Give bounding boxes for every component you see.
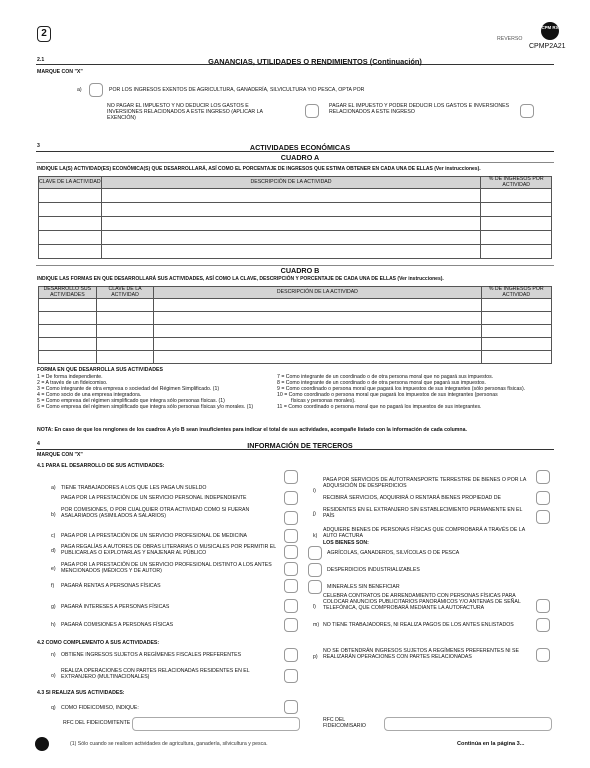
option-a-text: POR LOS INGRESOS EXENTOS DE AGRICULTURA, GANADERÍA, SILVICULTURA Y/O PESCA, OPTA POR [109, 87, 365, 93]
forma-title: FORMA EN QUE DESARROLLA SUS ACTIVIDADES [37, 367, 163, 373]
item-recibira-checkbox[interactable] [536, 491, 550, 505]
item-f-text: PAGARÁ RENTAS A PERSONAS FÍSICAS [61, 583, 161, 589]
col-descripcion: DESCRIPCIÓN DE LA ACTIVIDAD [101, 177, 481, 189]
option-pagar-text: PAGAR EL IMPUESTO Y PODER DEDUCIR LOS GASTOS E INVERSIONES RELACIONADOS A ESTE INGRESO [329, 103, 510, 115]
cuadro-b-instructions: INDIQUE LAS FORMAS EN QUE DESARROLLARÁ SUS ACTIVIDADES, ASÍ COMO LA CLAVE, DESCRIPCIÓN Y PORCENTAJE DE CADA UNA DE ELLAS (Ver instrucciones). [37, 276, 444, 282]
item-p-letter: p) [313, 654, 318, 660]
item-j-checkbox[interactable] [536, 510, 550, 524]
table-row [39, 312, 552, 325]
col-desarrollo: DESARROLLO SUS ACTIVIDADES [39, 287, 97, 299]
item-d-checkbox[interactable] [284, 545, 298, 559]
item-n-letter: n) [51, 652, 56, 658]
item-c-letter: c) [51, 533, 56, 539]
item-j-text: RESIDENTES EN EL EXTRANJERO SIN ESTABLECIMIENTO PERMANENTE EN EL PAÍS [323, 507, 523, 519]
item-n-text: OBTIENE INGRESOS SUJETOS A REGÍMENES FISCALES PREFERENTES [61, 652, 242, 658]
option-pagar-checkbox[interactable] [520, 104, 534, 118]
col-porcentaje: % DE INGRESOS POR ACTIVIDAD [481, 177, 552, 189]
desperdicios-checkbox[interactable] [308, 563, 322, 577]
item-e-checkbox[interactable] [284, 562, 298, 576]
minerales-text: MINERALES SIN BENEFICIAR [327, 584, 400, 590]
item-i-letter: i) [313, 488, 316, 494]
forma-item: 3 = Como integrante de otra empresa o sociedad del Régimen Simplificado. (1) [37, 386, 220, 392]
item-i-text: PAGA POR SERVICIOS DE AUTOTRANSPORTE TERRESTRE DE BIENES O POR LA ADQUISICIÓN DE DESPERDICIOS [323, 477, 527, 489]
item-i-checkbox[interactable] [536, 470, 550, 484]
page-number: 2 [37, 26, 51, 42]
rfc-fideicomisario-field[interactable] [384, 717, 552, 731]
cuadro-b-table [38, 286, 552, 364]
item-h-text: PAGARÁ COMISIONES A PERSONAS FÍSICAS [61, 622, 174, 628]
item-l-letter: l) [313, 604, 316, 610]
item-a-checkbox[interactable] [284, 470, 298, 484]
item-m-letter: m) [313, 622, 320, 628]
section-4-number: 4 [37, 441, 40, 447]
cuadro-b-title: CUADRO B [280, 266, 320, 275]
option-no-pagar-text: NO PAGAR EL IMPUESTO Y NO DEDUCIR LOS GASTOS E INVERSIONES RELACIONADOS A ESTE INGRESO (APLICAR LA EXENCIÓN) [107, 103, 263, 121]
table-row [39, 325, 552, 338]
item-p-checkbox[interactable] [536, 648, 550, 662]
nota-text: NOTA: En caso de que los renglones de los cuadros A y/o B sean insuficientes para indicar el total de sus actividades, acompañe listado con la información de cada columna. [37, 427, 467, 433]
item-k-letter: k) [313, 533, 318, 539]
item-b-letter: b) [51, 512, 56, 518]
item-q-text: COMO FIDEICOMISO, INDIQUE: [61, 705, 139, 711]
continua-label: Continúa en la página 3... [457, 741, 525, 747]
agricolas-text: AGRÍCOLAS, GANADEROS, SILVÍCOLAS O DE PESCA [327, 550, 460, 556]
forma-item: 8 = Como integrante de un coordinado o de otra persona moral que pagará sus impuestos. [277, 380, 486, 386]
item-p-text: NO SE OBTENDRÁN INGRESOS SUJETOS A REGÍMENES PREFERENTES NI SE REALIZARÁN OPERACIONES CON PARTES RELACIONADAS [323, 648, 519, 660]
item-b-checkbox[interactable] [284, 511, 298, 525]
reverso-label: REVERSO [497, 36, 523, 42]
table-row [39, 299, 552, 312]
section-4-title: INFORMACIÓN DE TERCEROS [247, 441, 353, 450]
item-a-text: TIENE TRABAJADORES A LOS QUE LES PAGA UN SUELDO [61, 485, 207, 491]
item-k-text: ADQUIERE BIENES DE PERSONAS FÍSICAS QUE COMPROBARÁ A TRAVÉS DE LA AUTO FACTURA [323, 527, 525, 539]
footnote: (1) Sólo cuando se realicen actividades de agricultura, ganadería, silvicultura y pesca. [70, 741, 268, 747]
agricolas-checkbox[interactable] [308, 546, 322, 560]
sat-logo: CPM RX [541, 22, 559, 40]
forma-item: físicas y personas morales). [291, 398, 356, 404]
forma-item: 1 = De forma independiente. [37, 374, 103, 380]
forma-list-left [37, 374, 253, 410]
option-a-letter: a) [77, 87, 82, 93]
minerales-checkbox[interactable] [308, 580, 322, 594]
section-4-1-title: 4.1 PARA EL DESARROLLO DE SUS ACTIVIDADES: [37, 463, 165, 469]
section-4-3-title: 4.3 SI REALIZA SUS ACTIVIDADES: [37, 690, 125, 696]
item-f-letter: f) [51, 583, 55, 589]
los-bienes-label: LOS BIENES SON: [323, 540, 369, 546]
item-g-letter: g) [51, 604, 56, 610]
table-row [39, 203, 552, 217]
item-e-letter: e) [51, 566, 56, 572]
cuadro-a-title: CUADRO A [280, 153, 320, 162]
cuadro-a-instructions: INDIQUE LA(S) ACTIVIDAD(ES) ECONÓMICA(S) QUE DESARROLLARÁ, ASÍ COMO EL PORCENTAJE DE INGRESOS QUE ESTIMA OBTENER EN CADA UNA DE ELLAS (Ver instrucciones). [37, 166, 481, 172]
item-servicio-personal-text: PAGA POR LA PRESTACIÓN DE UN SERVICIO PERSONAL INDEPENDIENTE [61, 495, 247, 501]
col-descripcion: DESCRIPCIÓN DE LA ACTIVIDAD [154, 287, 481, 299]
item-d-text: PAGA REGALÍAS A AUTORES DE OBRAS LITERARIAS O MUSICALES POR PERMITIR EL PUBLICARLAS O EXPLOTARLAS Y ENAJENAR AL PÚBLICO [61, 544, 276, 556]
marque-label: MARQUE CON "X" [37, 69, 83, 75]
item-m-text: NO TIENE TRABAJADORES, NI REALIZA PAGOS DE LOS ANTES ENLISTADOS [323, 622, 514, 628]
section-2-1-title: GANANCIAS, UTILIDADES O RENDIMIENTOS (Continuación) [208, 57, 422, 66]
item-a-letter: a) [51, 485, 56, 491]
item-o-text: REALIZA OPERACIONES CON PARTES RELACIONADAS RESIDENTES EN EL EXTRANJERO (MULTINACIONALES) [61, 668, 250, 680]
forma-item: 5 = Como empresa del régimen simplificado que integra sólo personas físicas. (1) [37, 398, 225, 404]
table-row [39, 338, 552, 351]
item-l-checkbox[interactable] [536, 599, 550, 613]
item-recibira-text: RECIBIRÁ SERVICIOS, ADQUIRIRÁ O RENTARÁ BIENES PROPIEDAD DE [323, 495, 501, 501]
item-l-text: CELEBRA CONTRATOS DE ARRENDAMIENTO CON PERSONAS FÍSICAS PARA COLOCAR ANUNCIOS PUBLICITARIOS PANORÁMICOS Y/O ANTENAS DE SEÑAL TELEFÓNICA, QUE COMPROBARÁ MEDIANTE LA AUTOFACTURA [323, 593, 521, 611]
item-o-letter: o) [51, 673, 56, 679]
item-m-checkbox[interactable] [536, 618, 550, 632]
col-porcentaje: % DE INGRESOS POR ACTIVIDAD [481, 287, 551, 299]
forma-item: 2 = A través de un fideicomiso. [37, 380, 108, 386]
item-b-text: POR COMISIONES, O POR CUALQUIER OTRA ACTIVIDAD COMO SI FUERAN ASALARIADOS (ASIMILADOS A SALARIOS) [61, 507, 250, 519]
table-row [39, 351, 552, 364]
item-o-checkbox[interactable] [284, 669, 298, 683]
forma-item: 4 = Como socio de una empresa integradora. [37, 392, 142, 398]
col-clave-actividad: CLAVE DE LA ACTIVIDAD [39, 177, 102, 189]
table-row [39, 245, 552, 259]
section-2-1-number: 2.1 [37, 57, 45, 63]
forma-item: 7 = Como integrante de un coordinado o de otra persona moral que no pagará sus impuestos. [277, 374, 494, 380]
item-q-checkbox[interactable] [284, 700, 298, 714]
item-n-checkbox[interactable] [284, 648, 298, 662]
item-q-letter: q) [51, 705, 56, 711]
rfc-fideicomitente-field[interactable] [132, 717, 300, 731]
item-g-text: PAGARÁ INTERESES A PERSONAS FÍSICAS [61, 604, 170, 610]
item-c-text: PAGA POR LA PRESTACIÓN DE UN SERVICIO PROFESIONAL DE MEDICINA [61, 533, 248, 539]
forma-item: 6 = Como empresa del régimen simplificado que integra sólo personas físicas y/o morales. (1) [37, 404, 254, 410]
item-d-letter: d) [51, 548, 56, 554]
table-row [39, 231, 552, 245]
section-4-2-title: 4.2 COMO COMPLEMENTO A SUS ACTIVIDADES: [37, 640, 160, 646]
rfc-fideicomisario-label: RFC DEL FIDEICOMISARIO [323, 717, 366, 729]
section-3-number: 3 [37, 143, 40, 149]
forma-list-right [277, 374, 525, 410]
item-h-checkbox[interactable] [284, 618, 298, 632]
option-no-pagar-checkbox[interactable] [305, 104, 319, 118]
desperdicios-text: DESPERDICIOS INDUSTRIALIZABLES [327, 567, 420, 573]
item-servicio-personal-checkbox[interactable] [284, 491, 298, 505]
item-e-text: PAGA POR LA PRESTACIÓN DE UN SERVICIO PROFESIONAL DISTINTO A LOS ANTES MENCIONADOS (MÉDICOS Y DE AUTOR) [61, 562, 272, 574]
item-h-letter: h) [51, 622, 56, 628]
item-f-checkbox[interactable] [284, 579, 298, 593]
item-j-letter: j) [313, 511, 316, 517]
marque-label: MARQUE CON "X" [37, 452, 83, 458]
col-clave-actividad: CLAVE DE LA ACTIVIDAD [96, 287, 154, 299]
section-3-title: ACTIVIDADES ECONÓMICAS [249, 143, 351, 152]
table-row [39, 189, 552, 203]
item-g-checkbox[interactable] [284, 599, 298, 613]
item-c-checkbox[interactable] [284, 529, 298, 543]
forma-item: 10 = Como coordinado o persona moral que pagará los impuestos de sus integrantes (personas [277, 392, 498, 398]
table-row [39, 217, 552, 231]
registration-mark [35, 737, 49, 751]
cuadro-a-table [38, 176, 552, 259]
forma-item: 11 = Como coordinado o persona moral que no pagará los impuestos de sus integrantes. [277, 404, 482, 410]
rfc-fideicomitente-label: RFC DEL FIDEICOMITENTE [63, 720, 131, 726]
form-code: CPMP2A21 [529, 43, 566, 50]
forma-item: 9 = Como coordinado o persona moral que pagará los impuestos de sus integrantes (sólo personas físicas). [277, 386, 526, 392]
option-a-checkbox[interactable] [89, 83, 103, 97]
